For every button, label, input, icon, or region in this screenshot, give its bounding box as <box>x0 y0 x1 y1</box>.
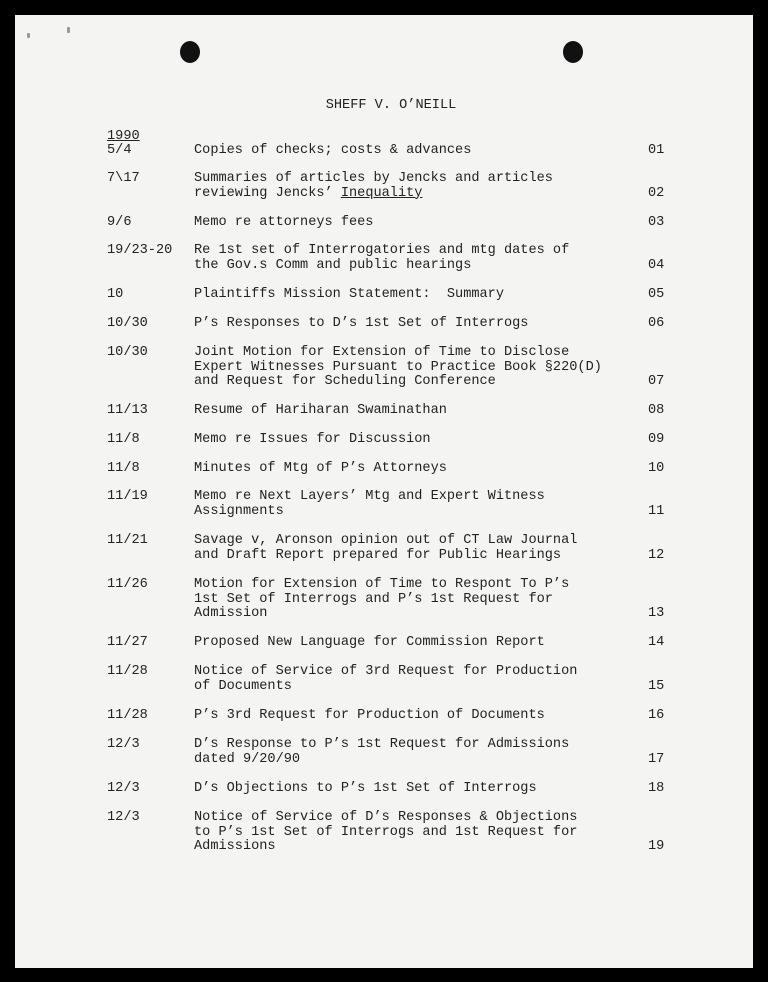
entry-description <box>194 172 553 201</box>
description-line <box>194 404 447 419</box>
description-line <box>194 826 577 841</box>
description-text: Notice of Service of 3rd Request for Production <box>194 664 578 679</box>
entry-date: 10/30 <box>107 345 148 360</box>
entry-number: 13 <box>648 606 665 622</box>
description-line <box>194 636 545 651</box>
entry-number: 19 <box>648 839 665 855</box>
entry-description <box>194 216 373 231</box>
scan-speck <box>27 33 30 38</box>
description-text: Notice of Service of D’s Responses & Objections <box>194 810 578 825</box>
description-text: Re 1st set of Interrogatories and mtg dates of <box>194 243 570 258</box>
description-line <box>194 578 569 593</box>
description-line <box>194 680 577 695</box>
description-line <box>194 346 602 361</box>
description-line <box>194 462 447 477</box>
description-line <box>194 490 545 505</box>
description-text: Memo re Issues for Discussion <box>194 432 431 447</box>
entry-number: 10 <box>648 461 665 476</box>
page-title: SHEFF V. O’NEILL <box>325 98 457 113</box>
description-text: Summaries of articles by Jencks and articles <box>194 171 553 186</box>
scan-speck <box>67 27 70 33</box>
entry-number: 02 <box>648 185 665 201</box>
description-line <box>194 317 528 332</box>
entry-description <box>194 244 569 273</box>
entry-number: 11 <box>648 503 665 519</box>
description-line <box>194 811 577 826</box>
description-line <box>194 607 569 622</box>
description-text: Assignments <box>194 503 284 519</box>
entry-number: 07 <box>648 374 665 390</box>
description-line <box>194 172 553 187</box>
entry-number: 18 <box>648 781 665 796</box>
description-text: Expert Witnesses Pursuant to Practice Book §220(D) <box>194 359 602 375</box>
description-text: D’s Response to P’s 1st Request for Admissions <box>194 737 570 752</box>
description-text: dated 9/20/90 <box>194 751 301 767</box>
underlined-title: Inequality <box>340 185 423 201</box>
description-line <box>194 505 545 520</box>
entry-date: 12/3 <box>107 737 140 752</box>
entry-number: 04 <box>648 257 665 273</box>
punch-hole-left <box>180 41 200 63</box>
description-line <box>194 534 577 549</box>
description-line <box>194 782 537 797</box>
description-text: Motion for Extension of Time to Respont To P’s <box>194 577 570 592</box>
entry-date: 11/8 <box>107 432 140 447</box>
entry-description <box>194 709 545 724</box>
entry-number: 09 <box>648 432 665 447</box>
entry-description <box>194 636 545 651</box>
description-text: Proposed New Language for Commission Report <box>194 635 545 650</box>
description-text: Minutes of Mtg of P’s Attorneys <box>194 461 447 476</box>
description-text: 1st Set of Interrogs and P’s 1st Request for <box>194 591 553 607</box>
description-text: P’s 3rd Request for Production of Documents <box>194 708 545 723</box>
entry-description <box>194 346 602 390</box>
description-text: and Request for Scheduling Conference <box>194 374 496 390</box>
description-text: Admissions <box>194 839 276 855</box>
entry-date: 10/30 <box>107 316 148 331</box>
description-line <box>194 361 602 376</box>
entry-description <box>194 144 471 159</box>
description-line <box>194 375 602 390</box>
description-line <box>194 187 553 202</box>
description-text: Memo re Next Layers’ Mtg and Expert Witness <box>194 489 545 504</box>
description-line <box>194 433 431 448</box>
entry-description <box>194 578 569 622</box>
entry-date: 11/27 <box>107 635 148 650</box>
description-line <box>194 738 569 753</box>
entry-description <box>194 462 447 477</box>
description-line <box>194 709 545 724</box>
description-line <box>194 753 569 768</box>
description-text: Memo re attorneys fees <box>194 215 374 230</box>
entry-date: 5/4 <box>107 143 132 158</box>
entry-description <box>194 317 528 332</box>
description-text: Joint Motion for Extension of Time to Disclose <box>194 345 570 360</box>
description-line <box>194 840 577 855</box>
entry-date: 10 <box>107 287 124 302</box>
description-text: Admission <box>194 606 268 622</box>
entry-date: 19/23-20 <box>107 243 173 258</box>
description-text: D’s Objections to P’s 1st Set of Interrogs <box>194 781 537 796</box>
entry-date: 7\17 <box>107 171 140 186</box>
description-text: of Documents <box>194 678 292 694</box>
entry-description <box>194 404 447 419</box>
entry-date: 11/21 <box>107 533 148 548</box>
entry-description <box>194 288 504 303</box>
entry-number: 03 <box>648 215 665 230</box>
entry-description <box>194 782 537 797</box>
entry-number: 14 <box>648 635 665 650</box>
description-text: reviewing Jencks’ <box>194 185 341 201</box>
entry-date: 11/26 <box>107 577 148 592</box>
description-text: the Gov.s Comm and public hearings <box>194 257 472 273</box>
entry-number: 06 <box>648 316 665 331</box>
description-line <box>194 288 504 303</box>
entry-number: 08 <box>648 403 665 418</box>
entry-description <box>194 738 569 767</box>
entry-number: 01 <box>648 143 665 158</box>
year-heading: 1990 <box>107 129 140 144</box>
description-line <box>194 549 577 564</box>
description-text: and Draft Report prepared for Public Hearings <box>194 547 562 563</box>
description-text: Savage v, Aronson opinion out of CT Law Journal <box>194 533 578 548</box>
entry-number: 17 <box>648 751 665 767</box>
description-text: Resume of Hariharan Swaminathan <box>194 403 447 418</box>
description-text: P’s Responses to D’s 1st Set of Interrogs <box>194 316 529 331</box>
description-line <box>194 593 569 608</box>
entry-date: 11/28 <box>107 708 148 723</box>
description-text: to P’s 1st Set of Interrogs and 1st Request for <box>194 824 578 840</box>
entry-number: 15 <box>648 678 665 694</box>
entry-date: 11/13 <box>107 403 148 418</box>
entry-description <box>194 665 577 694</box>
description-text: Plaintiffs Mission Statement: Summary <box>194 287 504 302</box>
entry-description <box>194 433 431 448</box>
entry-date: 12/3 <box>107 781 140 796</box>
description-line <box>194 216 373 231</box>
entry-number: 12 <box>648 547 665 563</box>
entry-date: 11/28 <box>107 664 148 679</box>
description-line <box>194 244 569 259</box>
description-line <box>194 144 471 159</box>
punch-hole-right <box>563 41 583 63</box>
entry-date: 11/8 <box>107 461 140 476</box>
entry-number: 16 <box>648 708 665 723</box>
entry-date: 11/19 <box>107 489 148 504</box>
entry-date: 9/6 <box>107 215 132 230</box>
description-line <box>194 665 577 680</box>
entry-number: 05 <box>648 287 665 302</box>
description-line <box>194 259 569 274</box>
entry-description <box>194 534 577 563</box>
description-text: Copies of checks; costs & advances <box>194 143 472 158</box>
document-page <box>15 15 753 968</box>
entry-date: 12/3 <box>107 810 140 825</box>
entry-description <box>194 490 545 519</box>
entry-description <box>194 811 577 855</box>
